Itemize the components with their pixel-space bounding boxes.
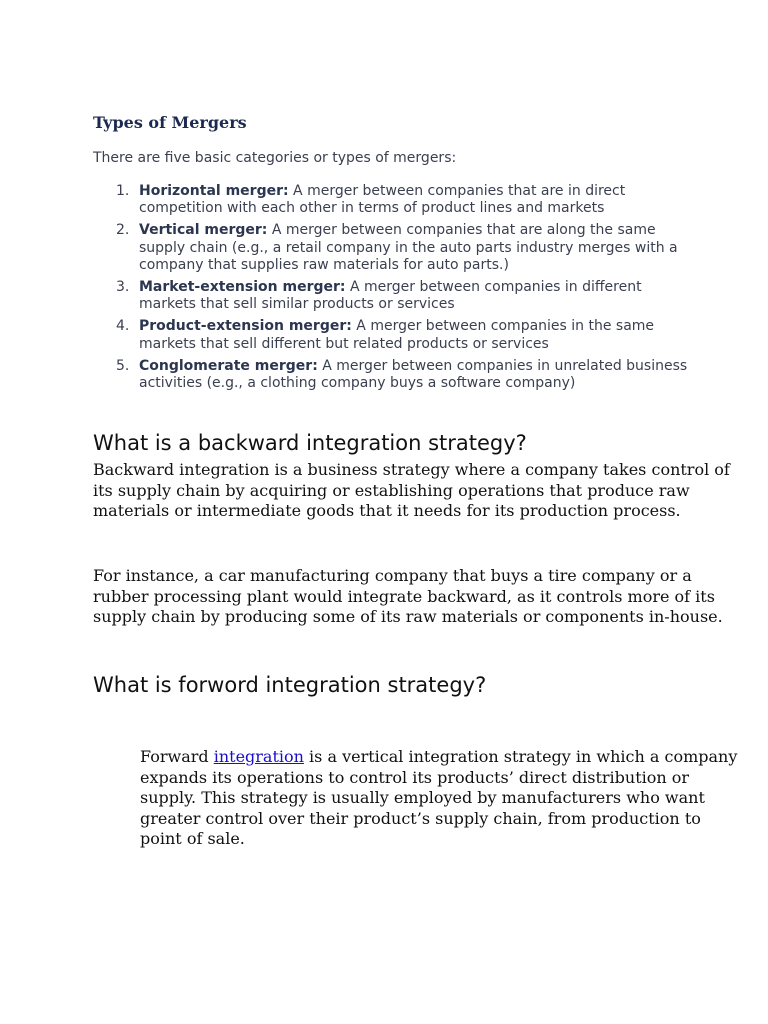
merger-type-description: A merger between companies in unrelated business activities (e.g., a clothing company buys a software company): [139, 357, 688, 392]
merger-list: [93, 183, 693, 397]
merger-type-description: A merger between companies that are in direct competition with each other in terms of product lines and markets: [139, 183, 626, 217]
merger-type-description: A merger between companies in the same markets that sell different but related products or services: [139, 318, 655, 352]
mergers-title: Types of Mergers: [93, 113, 247, 132]
forward-integration-heading: What is forword integration strategy?: [93, 673, 487, 697]
backward-integration-heading: What is a backward integration strategy?: [93, 431, 527, 455]
merger-type-name: Product-extension merger:: [139, 318, 352, 335]
merger-item-product-extension: [93, 318, 693, 353]
merger-type-name: Vertical merger:: [139, 222, 268, 239]
merger-type-description: A merger between companies that are along the same supply chain (e.g., a retail company in the auto parts industry merges with a company that supplies raw materials for auto parts.): [139, 222, 678, 274]
paragraph-text-start: Forward: [140, 747, 214, 766]
merger-item-market-extension: [93, 279, 693, 314]
merger-item-vertical: [93, 222, 693, 274]
forward-integration-paragraph: [140, 747, 740, 850]
list-number: 1.: [116, 183, 130, 199]
list-number: 4.: [116, 318, 130, 335]
integration-link[interactable]: integration: [213, 747, 304, 766]
paragraph-text-rest: is a vertical integration strategy in which a company expands its operations to control its products’ direct distribution or supply. This strategy is usually employed by manufacturers who want greater control over their product’s supply chain, from production to point of sale.: [140, 747, 738, 848]
merger-type-name: Market-extension merger:: [139, 279, 346, 296]
merger-type-name: Conglomerate merger:: [139, 357, 318, 374]
list-number: 2.: [116, 222, 130, 239]
list-number: 5.: [116, 357, 130, 374]
list-number: 3.: [116, 279, 130, 296]
merger-item-horizontal: [93, 183, 693, 218]
merger-type-description: A merger between companies in different markets that sell similar products or services: [139, 279, 642, 313]
backward-integration-example: For instance, a car manufacturing company that buys a tire company or a rubber processing plant would integrate backward, as it controls more of its supply chain by producing some of its raw materials or components in-house.: [93, 566, 723, 626]
merger-item-conglomerate: [93, 358, 693, 393]
backward-integration-definition: Backward integration is a business strategy where a company takes control of its supply chain by acquiring or establishing operations that produce raw materials or intermediate goods that it needs for its production process.: [93, 460, 730, 520]
merger-type-name: Horizontal merger:: [139, 183, 289, 199]
mergers-intro: There are five basic categories or types of mergers:: [93, 150, 457, 166]
